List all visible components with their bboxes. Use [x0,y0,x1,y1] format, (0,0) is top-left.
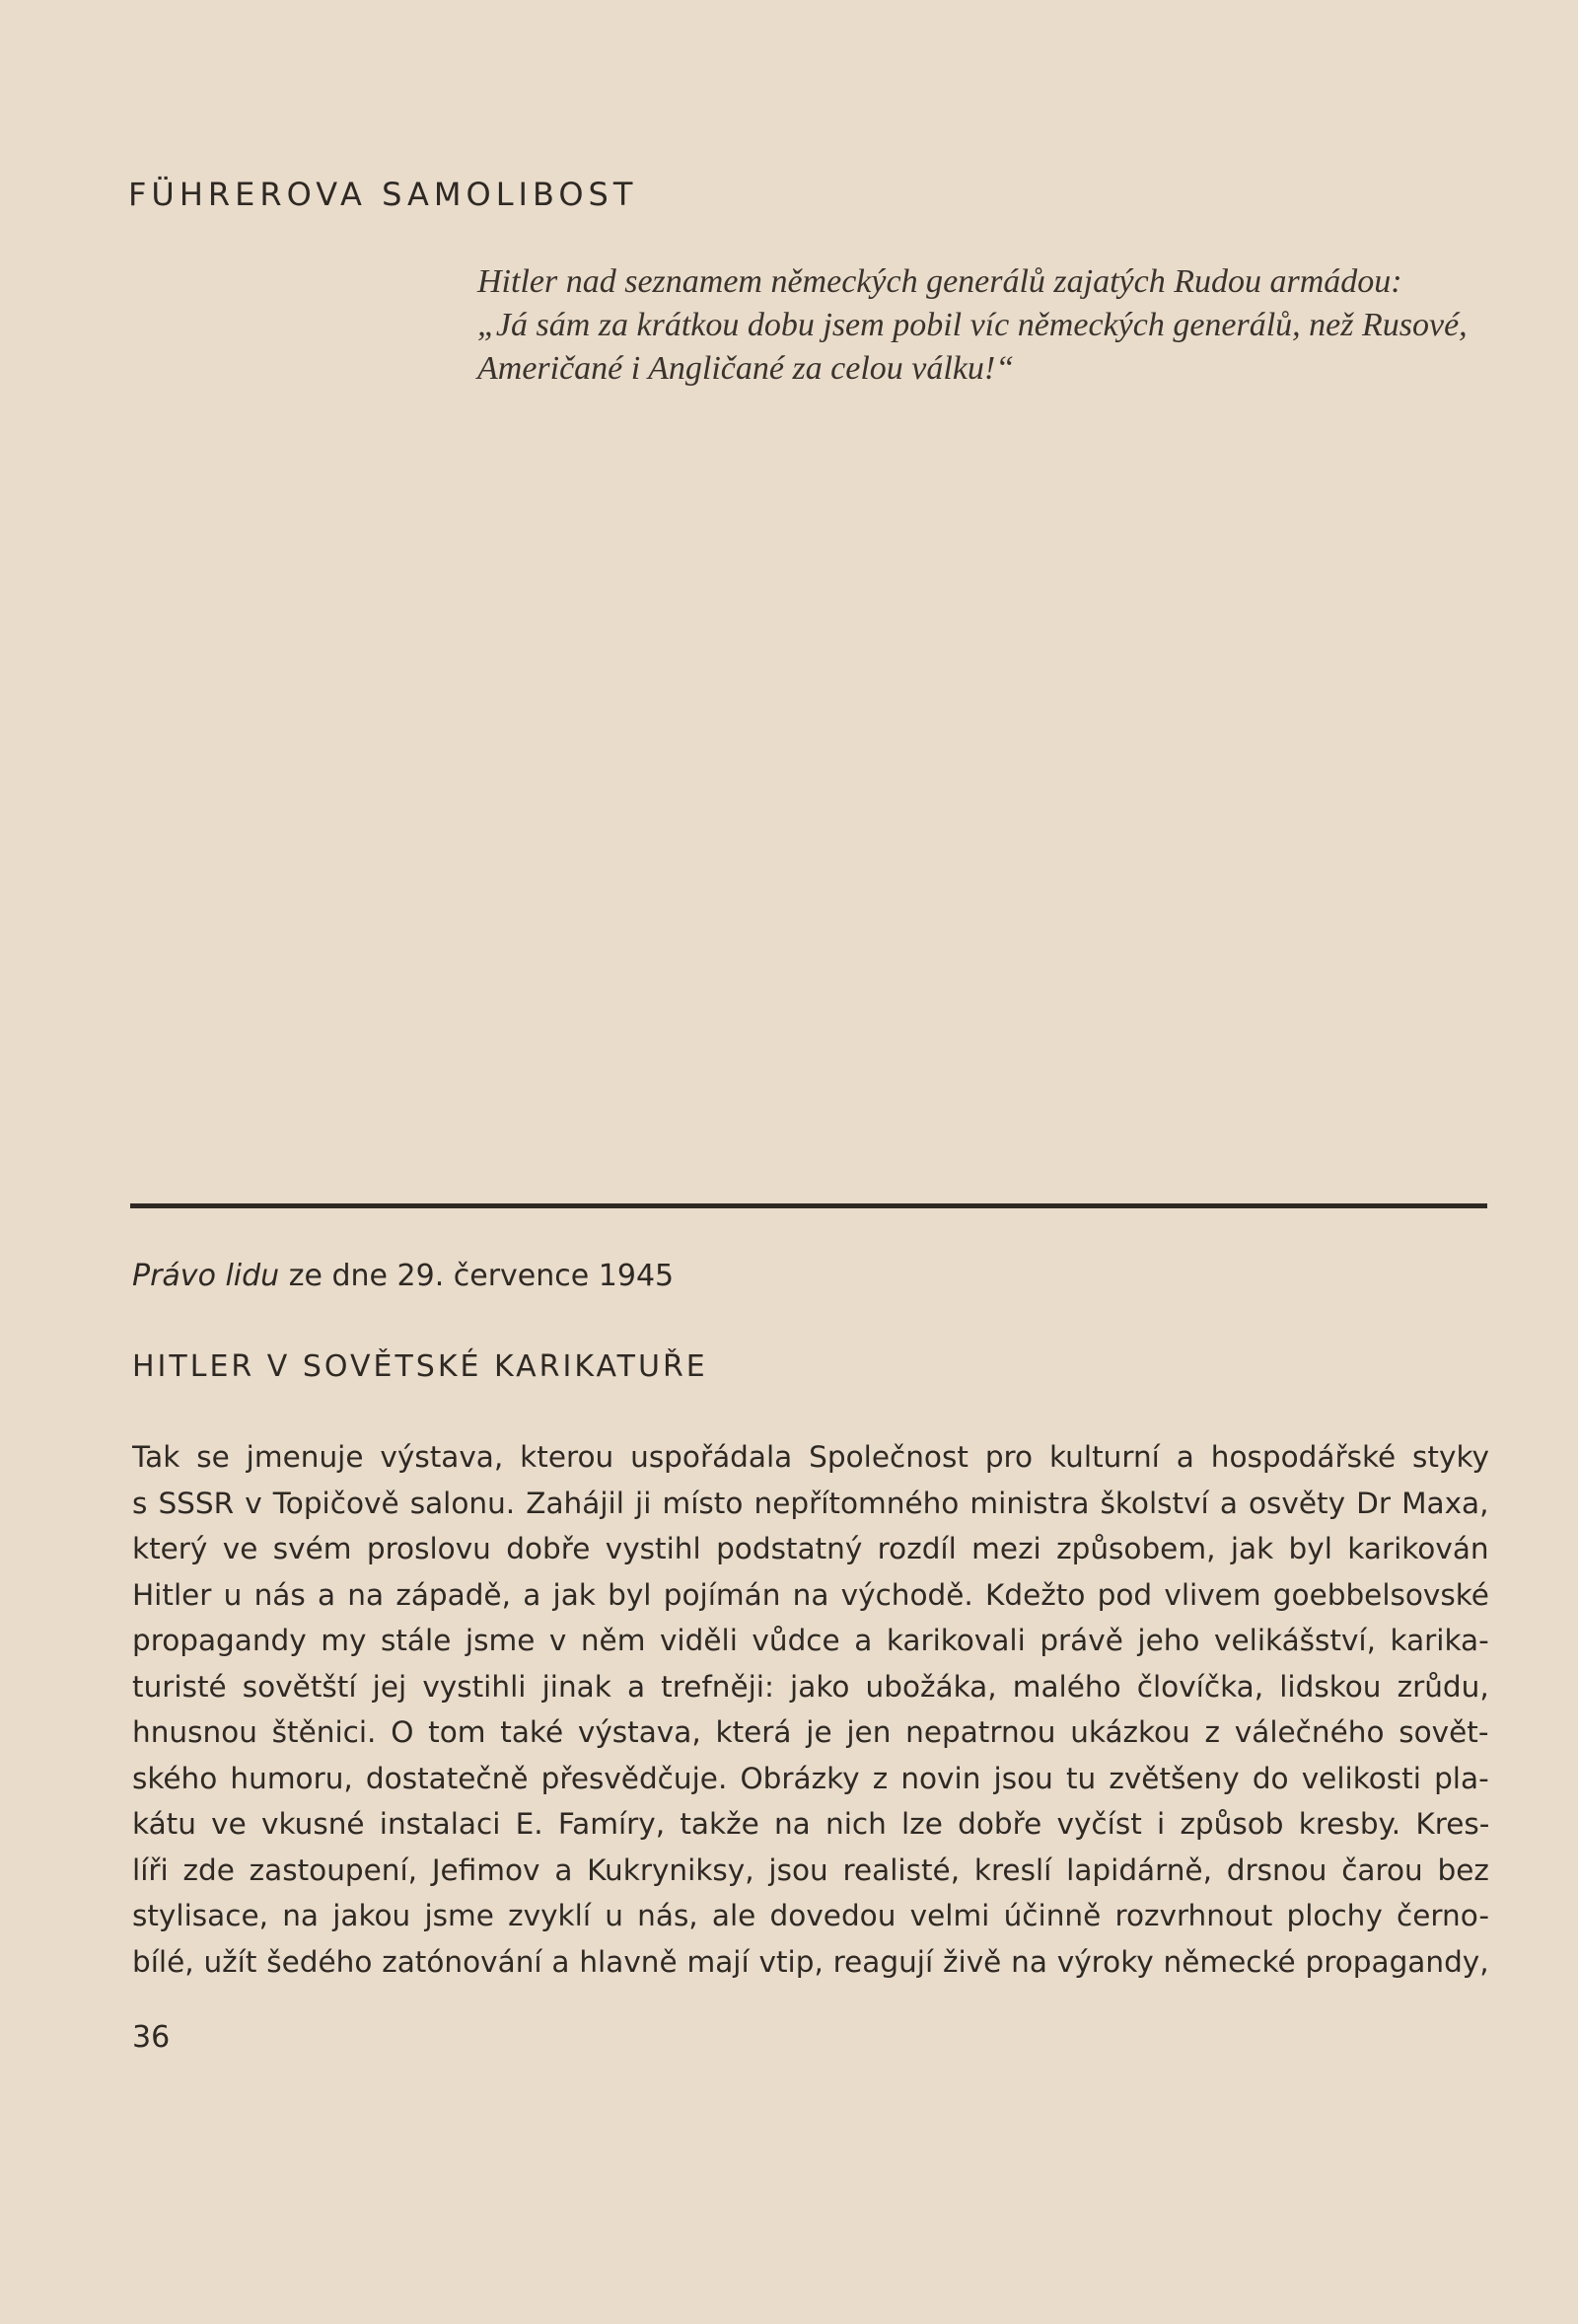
quote-line: Hitler nad seznamem německých generálů zajatých Rudou armádou: [477,263,1402,300]
source-date: ze dne 29. července 1945 [288,1259,675,1293]
body-line: s SSSR v Topičově salonu. Zahájil ji místo nepřítomného ministra školství a osvěty Dr Maxa, [132,1486,1489,1520]
body-line: hnusnou štěnici. O tom také výstava, která je jen nepatrnou ukázkou z válečného sovět- [132,1715,1489,1749]
body-line: bílé, užít šedého zatónování a hlavně mají vtip, reagují živě na výroky německé propagandy, [132,1944,1489,1979]
quote-line: Američané i Angličané za celou válku!“ [477,350,1015,387]
article-source [132,1259,674,1293]
body-line: Hitler u nás a na západě, a jak byl pojímán na východě. Kdežto pod vlivem goebbelsovské [132,1577,1489,1612]
body-line: Tak se jmenuje výstava, kterou uspořádala Společnost pro kulturní a hospodářské styky [132,1440,1489,1474]
horizontal-divider [130,1203,1487,1208]
body-line: propagandy my stále jsme v něm viděli vůdce a karikovali právě jeho velikášství, karika- [132,1624,1489,1657]
section-title-hitler-v-sovetske-karikature: HITLER V SOVĚTSKÉ KARIKATUŘE [132,1349,708,1384]
article-body [132,1434,1489,1985]
body-line: ského humoru, dostatečně přesvědčuje. Obrázky z novin jsou tu zvětšeny do velikosti pla- [132,1761,1489,1795]
source-paper: Právo lidu [132,1259,280,1293]
section-title-fuhrerova-samolibost: FÜHREROVA SAMOLIBOST [128,176,638,213]
hitler-quote [477,260,1503,391]
body-line: stylisace, na jakou jsme zvyklí u nás, ale dovedou velmi účinně rozvrhnout plochy černo- [132,1899,1489,1932]
body-line: který ve svém proslovu dobře vystihl podstatný rozdíl mezi způsobem, jak byl karikován [132,1532,1489,1565]
quote-line: „Já sám za krátkou dobu jsem pobil víc německých generálů, než Rusové, [477,307,1468,343]
body-line: turisté sovětští jej vystihli jinak a trefněji: jako ubožáka, malého človíčka, lidskou zrůdu, [132,1669,1489,1704]
page-number: 36 [132,2020,171,2055]
body-line: kátu ve vkusné instalaci E. Famíry, takže na nich lze dobře vyčíst i způsob kresby. Kres- [132,1807,1489,1841]
body-line: líři zde zastoupení, Jefimov a Kukryniksy, jsou realisté, kreslí lapidárně, drsnou čarou bez [132,1852,1489,1887]
